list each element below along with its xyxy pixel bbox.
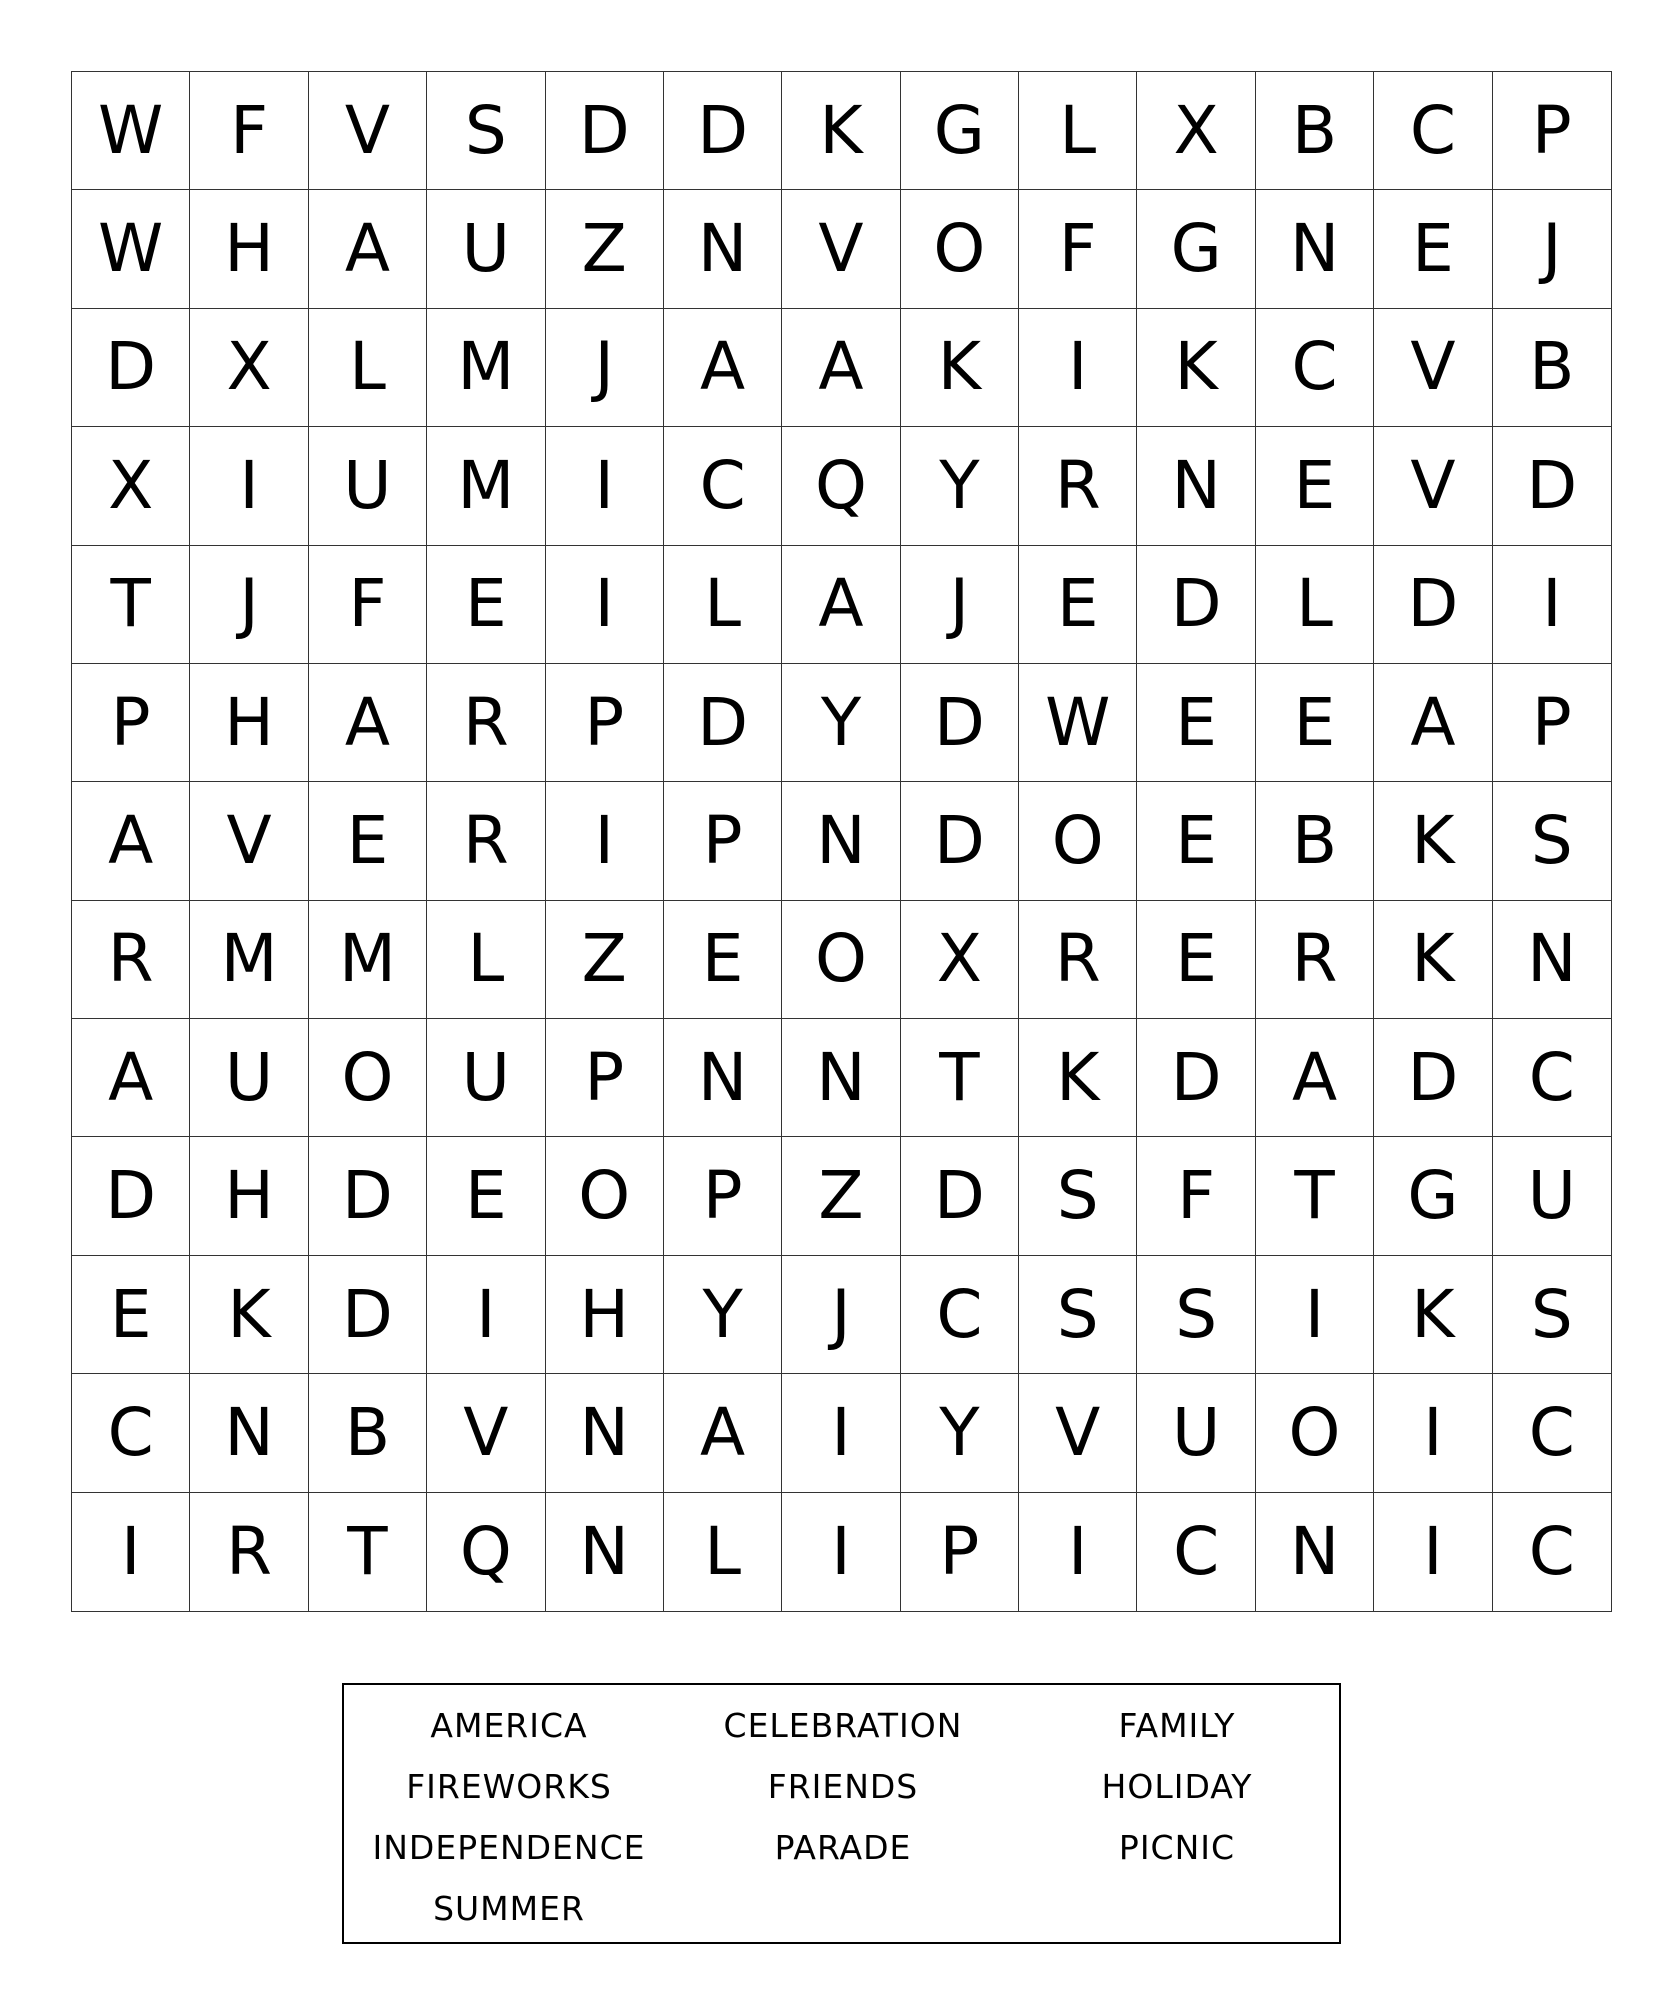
grid-cell[interactable]: R [190,1493,308,1611]
grid-cell[interactable]: I [1374,1493,1492,1611]
grid-cell[interactable]: N [546,1374,664,1492]
grid-cell[interactable]: K [901,309,1019,427]
grid-cell[interactable]: S [1493,1256,1611,1374]
grid-cell[interactable]: D [1137,546,1255,664]
grid-cell[interactable]: Z [782,1137,900,1255]
grid-cell[interactable]: F [190,72,308,190]
grid-cell[interactable]: C [72,1374,190,1492]
grid-cell[interactable]: J [190,546,308,664]
grid-cell[interactable]: L [427,901,545,1019]
grid-cell[interactable]: D [72,1137,190,1255]
grid-cell[interactable]: L [664,1493,782,1611]
grid-cell[interactable]: R [1019,901,1137,1019]
grid-cell[interactable]: K [190,1256,308,1374]
grid-cell[interactable]: E [72,1256,190,1374]
grid-cell[interactable]: Z [546,190,664,308]
grid-cell[interactable]: I [546,782,664,900]
grid-cell[interactable]: N [1493,901,1611,1019]
grid-cell[interactable]: E [1137,782,1255,900]
grid-cell[interactable]: H [190,664,308,782]
grid-cell[interactable]: J [901,546,1019,664]
grid-cell[interactable]: D [664,664,782,782]
grid-cell[interactable]: T [309,1493,427,1611]
grid-cell[interactable]: N [782,782,900,900]
grid-cell[interactable]: O [309,1019,427,1137]
grid-cell[interactable]: D [546,72,664,190]
grid-cell[interactable]: K [782,72,900,190]
grid-cell[interactable]: H [546,1256,664,1374]
grid-cell[interactable]: P [901,1493,1019,1611]
grid-cell[interactable]: I [546,427,664,545]
grid-cell[interactable]: O [1256,1374,1374,1492]
grid-cell[interactable]: F [1019,190,1137,308]
grid-cell[interactable]: J [546,309,664,427]
grid-cell[interactable]: R [1256,901,1374,1019]
grid-cell[interactable]: P [664,1137,782,1255]
grid-cell[interactable]: K [1374,1256,1492,1374]
grid-cell[interactable]: V [1019,1374,1137,1492]
grid-cell[interactable]: T [72,546,190,664]
letter-grid [71,71,1612,1612]
grid-cell[interactable]: C [1528,1512,1575,1590]
word-bank-item: FIREWORKS [406,1767,612,1806]
grid-cell[interactable]: O [1019,782,1137,900]
grid-cell[interactable]: N [1256,1493,1374,1611]
grid-cell[interactable]: B [1256,782,1374,900]
grid-cell[interactable]: D [901,1137,1019,1255]
grid-cell[interactable]: I [1019,309,1137,427]
grid-cell[interactable]: O [782,901,900,1019]
grid-cell[interactable]: G [901,72,1019,190]
grid-cell[interactable]: L [664,546,782,664]
grid-cell[interactable]: U [1493,1137,1611,1255]
grid-cell[interactable]: A [1374,664,1492,782]
word-bank-item: HOLIDAY [1101,1767,1253,1806]
grid-cell[interactable]: A [1256,1019,1374,1137]
grid-cell[interactable]: W [1019,664,1137,782]
grid-cell[interactable]: I [1374,1374,1492,1492]
grid-cell[interactable]: D [901,782,1019,900]
grid-cell[interactable]: A [782,309,900,427]
grid-cell[interactable]: U [1137,1374,1255,1492]
grid-cell[interactable]: D [309,1137,427,1255]
grid-cell[interactable]: D [1374,546,1492,664]
grid-cell[interactable]: A [664,309,782,427]
grid-cell[interactable]: E [1256,427,1374,545]
grid-cell[interactable]: D [1493,427,1611,545]
word-bank-item: PICNIC [1118,1828,1236,1867]
grid-cell[interactable]: K [1137,309,1255,427]
grid-cell[interactable]: C [1493,1374,1611,1492]
grid-cell[interactable]: E [427,546,545,664]
grid-cell[interactable]: N [664,190,782,308]
grid-cell[interactable]: N [782,1019,900,1137]
word-bank [342,1683,1341,1944]
grid-cell[interactable]: N [190,1374,308,1492]
grid-cell[interactable]: T [901,1019,1019,1137]
grid-cell[interactable]: G [1374,1137,1492,1255]
grid-cell[interactable]: D [309,1256,427,1374]
grid-cell[interactable]: D [1374,1019,1492,1137]
word-bank-item: INDEPENDENCE [372,1828,646,1867]
grid-cell[interactable]: R [72,901,190,1019]
grid-cell[interactable]: S [1019,1137,1137,1255]
grid-cell[interactable]: Y [664,1256,782,1374]
grid-cell[interactable]: E [427,1137,545,1255]
grid-cell[interactable]: H [190,190,308,308]
grid-cell[interactable]: Y [782,664,900,782]
grid-cell[interactable]: E [1374,190,1492,308]
grid-cell[interactable]: O [901,190,1019,308]
grid-cell[interactable]: D [72,309,190,427]
grid-cell[interactable]: O [546,1137,664,1255]
grid-cell[interactable]: P [546,1019,664,1137]
grid-cell[interactable]: Z [546,901,664,1019]
grid-cell[interactable]: Y [901,1374,1019,1492]
grid-cell[interactable]: V [427,1374,545,1492]
grid-cell[interactable]: E [1137,901,1255,1019]
grid-cell[interactable]: U [190,1019,308,1137]
grid-cell[interactable]: E [1256,664,1374,782]
grid-cell[interactable]: M [309,901,427,1019]
grid-cell[interactable]: E [664,901,782,1019]
grid-cell[interactable]: S [1137,1256,1255,1374]
grid-cell[interactable]: X [901,901,1019,1019]
grid-cell[interactable]: B [1256,72,1374,190]
grid-cell[interactable]: N [546,1493,664,1611]
grid-cell[interactable]: N [1137,427,1255,545]
grid-cell[interactable]: U [309,427,427,545]
grid-cell[interactable]: P [664,782,782,900]
grid-cell[interactable]: Q [427,1493,545,1611]
grid-cell[interactable]: G [1137,190,1255,308]
grid-cell[interactable]: M [427,309,545,427]
grid-cell[interactable]: R [1019,427,1137,545]
grid-cell[interactable]: C [1374,72,1492,190]
grid-cell[interactable]: N [1256,190,1374,308]
grid-cell[interactable]: F [1137,1137,1255,1255]
grid-cell[interactable]: C [1256,309,1374,427]
grid-cell[interactable]: P [72,664,190,782]
grid-cell[interactable]: B [1493,309,1611,427]
grid-cell[interactable]: L [1019,72,1137,190]
grid-cell[interactable]: C [1137,1493,1255,1611]
word-bank-item: FRIENDS [767,1767,919,1806]
grid-cell[interactable]: C [1493,1019,1611,1137]
grid-cell[interactable]: P [546,664,664,782]
grid-cell[interactable]: X [72,427,190,545]
grid-cell[interactable]: A [782,546,900,664]
grid-cell[interactable]: V [309,72,427,190]
word-bank-item: FAMILY [1118,1706,1236,1745]
grid-cell[interactable]: V [190,782,308,900]
grid-cell[interactable]: I [782,1493,900,1611]
grid-cell[interactable]: X [190,309,308,427]
grid-cell[interactable]: Y [901,427,1019,545]
grid-cell[interactable]: W [72,190,190,308]
grid-cell[interactable]: S [1493,782,1611,900]
grid-cell[interactable]: I [782,1374,900,1492]
grid-cell[interactable]: V [1374,427,1492,545]
grid-cell[interactable]: U [427,190,545,308]
grid-cell[interactable]: E [1137,664,1255,782]
grid-cell[interactable]: E [309,782,427,900]
grid-cell[interactable]: R [427,782,545,900]
grid-cell[interactable]: L [309,309,427,427]
grid-cell[interactable]: D [664,72,782,190]
grid-cell[interactable]: T [1256,1137,1374,1255]
grid-cell[interactable]: A [309,190,427,308]
grid-cell[interactable]: I [1256,1256,1374,1374]
grid-cell[interactable]: I [72,1493,190,1611]
grid-cell[interactable]: I [1493,546,1611,664]
grid-cell[interactable]: C [901,1256,1019,1374]
grid-cell[interactable]: I [546,546,664,664]
grid-cell[interactable]: W [72,72,190,190]
grid-cell[interactable]: J [1493,190,1611,308]
grid-cell[interactable]: I [1019,1493,1137,1611]
word-bank-item: AMERICA [430,1706,588,1745]
grid-cell[interactable]: P [1493,664,1611,782]
grid-cell[interactable]: I [427,1256,545,1374]
grid-cell[interactable]: D [901,664,1019,782]
grid-cell[interactable]: A [72,782,190,900]
grid-cell[interactable]: B [309,1374,427,1492]
grid-cell[interactable]: D [1137,1019,1255,1137]
grid-cell[interactable]: J [782,1256,900,1374]
grid-cell[interactable]: S [427,72,545,190]
grid-cell[interactable]: F [309,546,427,664]
grid-cell[interactable]: N [664,1019,782,1137]
grid-cell[interactable]: L [1256,546,1374,664]
grid-cell[interactable]: K [1374,782,1492,900]
word-bank-item: SUMMER [433,1889,585,1928]
grid-cell[interactable]: X [1137,72,1255,190]
grid-cell[interactable]: P [1493,72,1611,190]
grid-cell[interactable]: M [427,427,545,545]
grid-cell[interactable]: I [190,427,308,545]
grid-cell[interactable]: H [190,1137,308,1255]
grid-cell[interactable]: A [309,664,427,782]
grid-cell[interactable]: A [72,1019,190,1137]
word-bank-item: PARADE [774,1828,912,1867]
grid-cell[interactable]: V [1374,309,1492,427]
grid-cell[interactable]: S [1019,1256,1137,1374]
grid-cell[interactable]: E [1019,546,1137,664]
grid-cell[interactable]: U [427,1019,545,1137]
grid-cell[interactable]: A [664,1374,782,1492]
grid-cell[interactable]: C [664,427,782,545]
grid-cell[interactable]: K [1374,901,1492,1019]
word-bank-item: CELEBRATION [723,1706,963,1745]
grid-cell[interactable]: Q [782,427,900,545]
grid-cell[interactable]: V [782,190,900,308]
grid-cell[interactable]: R [427,664,545,782]
grid-cell[interactable]: M [190,901,308,1019]
grid-cell[interactable]: K [1019,1019,1137,1137]
